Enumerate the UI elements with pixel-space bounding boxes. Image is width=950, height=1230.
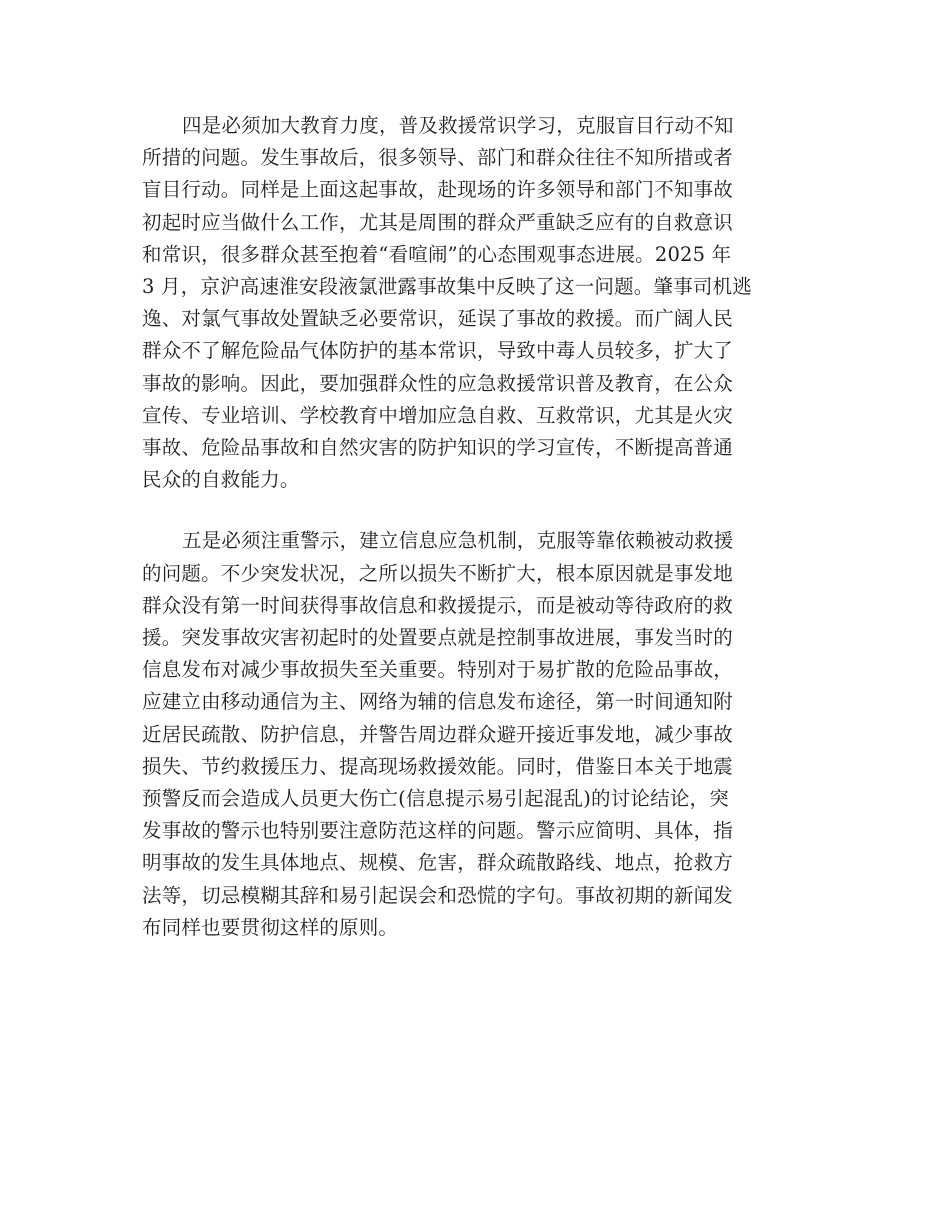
paragraph-line: 应建立由移动通信为主、网络为辅的信息发布途径，第一时间通知附 <box>142 690 734 714</box>
paragraph-line: 盲目行动。同样是上面这起事故，赴现场的许多领导和部门不知事故 <box>142 178 734 202</box>
paragraph-line: 四是必须加大教育力度，普及救援常识学习，克服盲目行动不知 <box>182 114 734 137</box>
paragraph-line: 援。突发事故灾害初起时的处置要点就是控制事故进展，事发当时的 <box>142 626 734 650</box>
paragraph-line: 事故的影响。因此，要加强群众性的应急救援常识普及教育，在公众 <box>142 371 734 395</box>
paragraph-line: 初起时应当做什么工作，尤其是周围的群众严重缺乏应有的自救意识 <box>142 210 734 234</box>
paragraph-line: 和常识，很多群众甚至抱着“看喧闹”的心态围观事态进展。2025 年 <box>142 242 732 266</box>
paragraph-line: 群众不了解危险品气体防护的基本常识，导致中毒人员较多，扩大了 <box>142 339 734 363</box>
paragraph-line: 发事故的警示也特别要注意防范这样的问题。警示应简明、具体，指 <box>142 819 734 843</box>
paragraph-line: 3 月，京沪高速淮安段液氯泄露事故集中反映了这一问题。肇事司机逃 <box>142 275 753 299</box>
document-body <box>142 110 807 944</box>
paragraph-line: 事故、危险品事故和自然灾害的防护知识的学习宣传，不断提高普通 <box>142 436 734 460</box>
paragraph-line: 所措的问题。发生事故后，很多领导、部门和群众往往不知所措或者 <box>142 146 734 170</box>
paragraph-warning <box>142 525 807 944</box>
paragraph-line: 民众的自救能力。 <box>142 468 300 492</box>
paragraph-line: 损失、节约救援压力、提高现场救援效能。同时，借鉴日本关于地震 <box>142 754 734 778</box>
paragraph-line: 的问题。不少突发状况，之所以损失不断扩大，根本原因就是事发地 <box>142 561 734 585</box>
paragraph-education <box>142 110 807 496</box>
paragraph-line: 布同样也要贯彻这样的原则。 <box>142 915 399 939</box>
paragraph-line: 五是必须注重警示，建立信息应急机制，克服等靠依赖被动救援 <box>182 529 734 553</box>
paragraph-line: 法等，切忌模糊其辞和易引起误会和恐慌的字句。事故初期的新闻发 <box>142 883 734 907</box>
paragraph-line: 逸、对氯气事故处置缺乏必要常识，延误了事故的救援。而广阔人民 <box>142 307 734 331</box>
paragraph-line: 明事故的发生具体地点、规模、危害，群众疏散路线、地点，抢救方 <box>142 851 734 875</box>
paragraph-line: 近居民疏散、防护信息，并警告周边群众避开接近事发地，减少事故 <box>142 722 734 746</box>
paragraph-line: 宣传、专业培训、学校教育中增加应急自救、互救常识，尤其是火灾 <box>142 403 734 427</box>
paragraph-line: 信息发布对减少事故损失至关重要。特别对于易扩散的危险品事故， <box>142 658 734 682</box>
paragraph-line: 群众没有第一时间获得事故信息和救援提示，而是被动等待政府的救 <box>142 593 734 617</box>
paragraph-line: 预警反而会造成人员更大伤亡(信息提示易引起混乱)的讨论结论，突 <box>142 787 729 811</box>
